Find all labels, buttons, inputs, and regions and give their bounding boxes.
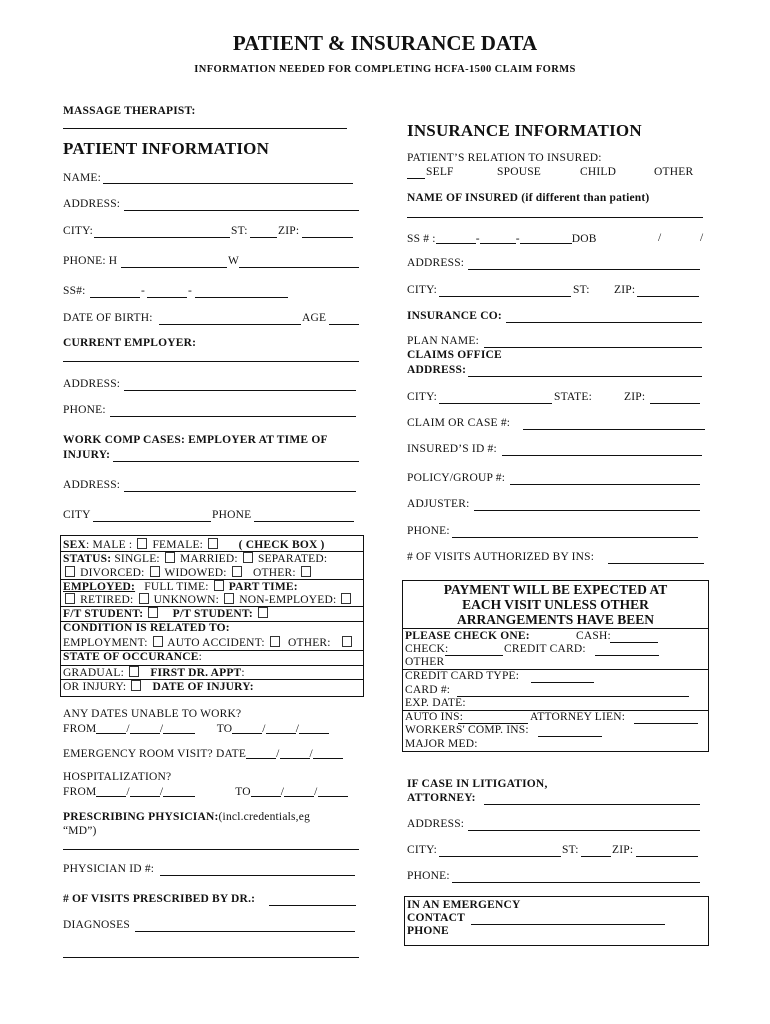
or-injury-checkbox[interactable] [131,680,141,691]
hosp-from-month[interactable] [96,785,126,797]
attorney-address-label: ADDRESS: [407,818,465,830]
attorney-lien-field[interactable] [634,723,698,724]
unknown-label: UNKNOWN: [150,594,223,606]
adjuster-label: ADJUSTER: [407,498,470,510]
patient-ss-field-1[interactable] [90,297,140,298]
gradual-checkbox[interactable] [129,666,139,677]
patient-status-box [60,535,364,697]
patient-dob-field[interactable] [159,324,301,325]
claims-office-label: CLAIMS OFFICE [407,349,502,361]
insured-city-field[interactable] [439,296,571,297]
prescribing-physician-field[interactable] [63,849,359,850]
marital-row-2 [63,566,313,579]
insured-ss-row [407,232,597,245]
patient-age-field[interactable] [329,324,359,325]
major-med-label: MAJOR MED: [405,738,478,750]
plan-name-field[interactable] [484,347,702,348]
attorney-st-label: ST: [562,844,579,856]
ss-dash-2: - [188,285,193,297]
unable-work-label: ANY DATES UNABLE TO WORK? [63,708,242,720]
claims-address-field[interactable] [468,376,702,377]
relation-other[interactable]: OTHER [654,166,694,178]
form-title: PATIENT & INSURANCE DATA [232,31,538,55]
wc-city-label: CITY [63,509,91,521]
state-occurance-colon: : [198,651,203,663]
date-of-injury-label: DATE OF INJURY: [149,681,254,693]
to-day[interactable] [266,722,296,734]
patient-zip-field[interactable] [302,237,353,238]
slash: / [276,748,280,760]
emergency-contact-field[interactable] [471,924,665,925]
visits-authorized-label: # OF VISITS AUTHORIZED BY INS: [407,551,595,563]
slash: / [126,723,130,735]
patient-age-label: AGE [302,312,327,324]
insured-ss-2[interactable] [480,232,516,244]
check-one-label: PLEASE CHECK ONE: [405,630,530,642]
from-year[interactable] [163,722,195,734]
workers-comp-label: WORKERS' COMP. INS: [405,724,529,736]
wc-city-field[interactable] [93,521,211,522]
patient-name-field[interactable] [103,183,353,184]
insured-zip-label: ZIP: [614,284,636,296]
prescribing-credentials-note: (incl.credentials,eg [218,811,311,823]
to-label: TO [235,786,251,798]
condition-other-checkbox[interactable] [342,636,352,647]
current-employer-field[interactable] [63,361,359,362]
widowed-checkbox[interactable] [232,566,242,577]
employer-address-label: ADDRESS: [63,378,121,390]
litigation-label: IF CASE IN LITIGATION, [407,778,548,790]
attorney-field[interactable] [484,804,700,805]
dash: - [515,233,520,245]
condition-label: CONDITION IS RELATED TO: [63,622,230,634]
female-label: FEMALE: [149,539,207,551]
claims-state-label: STATE: [554,391,592,403]
full-time-label: FULL TIME: [141,581,212,593]
attorney-address-field[interactable] [468,830,700,831]
claims-zip-field[interactable] [650,403,700,404]
auto-accident-label: AUTO ACCIDENT: [164,637,268,649]
insured-ss-label: SS # : [407,233,436,245]
massage-therapist-label: MASSAGE THERAPIST: [63,105,196,117]
er-visit-row [63,747,343,760]
patient-city-label: CITY: [63,225,93,237]
claims-address-label: ADDRESS: [407,364,467,376]
widowed-label: WIDOWED: [161,567,230,579]
retired-checkbox[interactable] [139,593,149,604]
dob-slash-2: / [700,232,704,244]
slash: / [314,786,318,798]
wc-address-label: ADDRESS: [63,479,121,491]
check-box-note: ( CHECK BOX ) [238,539,325,551]
marital-row-1 [63,552,327,565]
insurance-co-label: INSURANCE CO: [407,310,502,322]
full-time-checkbox[interactable] [214,580,224,591]
patient-zip-label: ZIP: [278,225,300,237]
visits-prescribed-label: # OF VISITS PRESCRIBED BY DR.: [63,893,256,905]
claims-city-label: CITY: [407,391,437,403]
insured-city-label: CITY: [407,284,437,296]
credit-card-label: CREDIT CARD: [504,643,586,655]
relation-spouse[interactable]: SPOUSE [497,166,542,178]
patient-st-field[interactable] [250,237,277,238]
wc-phone-field[interactable] [254,521,354,522]
payment-notice-3: ARRANGEMENTS HAVE BEEN [456,612,655,627]
policy-group-label: POLICY/GROUP #: [407,472,506,484]
dash: - [475,233,480,245]
relation-self-blank[interactable] [407,178,425,179]
separated-checkbox[interactable] [65,566,75,577]
relation-self[interactable]: SELF [426,166,454,178]
payment-box [402,580,709,752]
patient-address-label: ADDRESS: [63,198,121,210]
work-comp-label-2: INJURY: [63,449,111,461]
hosp-from-day[interactable] [130,785,160,797]
prescribing-physician-label: PRESCRIBING PHYSICIAN: [63,811,219,823]
diagnoses-field[interactable] [135,931,355,932]
patient-phone-h-field[interactable] [121,267,227,268]
er-year[interactable] [313,747,343,759]
non-employed-label: NON-EMPLOYED: [236,594,340,606]
hospitalization-label: HOSPITALIZATION? [63,771,172,783]
name-of-insured-field[interactable] [407,217,703,218]
attorney-st-field[interactable] [581,856,611,857]
card-number-field[interactable] [457,696,689,697]
injury-row [63,680,254,693]
payment-other-label: OTHER [405,656,445,668]
claim-case-field[interactable] [523,429,705,430]
attorney-zip-label: ZIP: [612,844,634,856]
form-subtitle: INFORMATION NEEDED FOR COMPLETING HCFA-1500 CLAIM FORMS [194,64,576,75]
insured-ss-1[interactable] [436,232,476,244]
female-checkbox[interactable] [208,538,218,549]
patient-ss-field-2[interactable] [147,297,187,298]
unknown-checkbox[interactable] [224,593,234,604]
hosp-to-month[interactable] [251,785,281,797]
separated-label: SEPARATED: [254,553,328,565]
diagnoses-field-2[interactable] [63,957,359,958]
gradual-label: GRADUAL: [63,667,128,679]
wc-address-field[interactable] [124,491,356,492]
first-dr-appt-label: FIRST DR. APPT [147,667,242,679]
prescribing-physician-row [63,811,310,823]
single-checkbox[interactable] [165,552,175,563]
slash: / [295,723,300,735]
dob-slash-1: / [658,232,662,244]
employed-row-2 [63,593,353,606]
hospitalization-dates [63,785,348,798]
single-label: SINGLE: [111,553,163,565]
sex-row [63,538,325,551]
adjuster-phone-label: PHONE: [407,525,450,537]
visits-prescribed-field[interactable] [269,905,356,906]
married-checkbox[interactable] [243,552,253,563]
employed-label: EMPLOYED: [63,581,136,593]
plan-name-label: PLAN NAME: [407,335,479,347]
marital-other-label: OTHER: [249,567,299,579]
pt-student-checkbox[interactable] [258,607,268,618]
ss-dash-1: - [141,285,146,297]
patient-st-label: ST: [231,225,248,237]
marital-other-checkbox[interactable] [301,566,311,577]
condition-row [63,636,354,649]
unable-work-dates [63,722,329,735]
pt-student-label: P/T STUDENT: [169,608,256,620]
workers-comp-field[interactable] [538,736,602,737]
patient-ss-label: SS#: [63,285,86,297]
employer-address-field[interactable] [124,390,356,391]
insured-dob-label: DOB [571,233,597,245]
to-label: TO [216,723,233,735]
check-field[interactable] [445,655,503,656]
insured-id-field[interactable] [502,455,702,456]
massage-therapist-field[interactable] [63,128,347,129]
physician-id-label: PHYSICIAN ID #: [63,863,155,875]
cc-type-field[interactable] [531,682,594,683]
cash-field[interactable] [610,642,658,643]
credit-card-field[interactable] [595,655,659,656]
employment-label: EMPLOYMENT: [63,637,151,649]
insured-address-field[interactable] [468,269,700,270]
slash: / [309,748,313,760]
auto-ins-label: AUTO INS: [405,711,464,723]
attorney-label: ATTORNEY: [407,792,476,804]
insured-zip-field[interactable] [637,296,699,297]
visits-authorized-field[interactable] [608,563,704,564]
payment-notice-1: PAYMENT WILL BE EXPECTED AT [443,582,668,597]
patient-info-heading: PATIENT INFORMATION [63,139,270,158]
patient-ss-field-3[interactable] [195,297,288,298]
male-checkbox[interactable] [137,538,147,549]
insurance-co-field[interactable] [506,322,702,323]
state-occurance-row [63,651,202,663]
diagnoses-label: DIAGNOSES [63,919,130,931]
employer-phone-label: PHONE: [63,404,106,416]
employer-phone-field[interactable] [110,416,356,417]
slash: / [159,786,164,798]
cc-type-label: CREDIT CARD TYPE: [405,670,520,682]
ft-student-checkbox[interactable] [148,607,158,618]
check-label: CHECK: [405,643,449,655]
name-of-insured-label: NAME OF INSURED (if different than patient) [407,192,650,204]
part-time-label: PART TIME: [225,581,298,593]
slash: / [262,723,266,735]
to-year[interactable] [299,722,329,734]
patient-address-field[interactable] [124,210,359,211]
emergency-contact-box [404,896,709,946]
patient-phone-w-field[interactable] [239,267,359,268]
attorney-phone-field[interactable] [452,882,700,883]
insured-ss-3[interactable] [520,232,572,244]
slash: / [126,786,130,798]
sex-label: SEX [63,539,86,551]
emergency-phone-label: PHONE [407,925,449,937]
adjuster-phone-field[interactable] [452,537,698,538]
from-label: FROM [63,786,97,798]
attorney-phone-label: PHONE: [407,870,450,882]
claims-city-field[interactable] [439,403,552,404]
slash: / [280,786,285,798]
emergency-label: IN AN EMERGENCY [407,899,521,911]
divorced-checkbox[interactable] [150,566,160,577]
married-label: MARRIED: [176,553,241,565]
claims-zip-label: ZIP: [624,391,646,403]
payment-notice-2: EACH VISIT UNLESS OTHER [462,597,649,612]
to-month[interactable] [232,722,262,734]
emergency-contact-label: CONTACT [407,912,466,924]
work-comp-label-1: WORK COMP CASES: EMPLOYER AT TIME OF [63,434,328,446]
gradual-row [63,666,245,679]
from-day[interactable] [130,722,160,734]
policy-group-field[interactable] [510,484,700,485]
relation-label: PATIENT’S RELATION TO INSURED: [407,152,602,164]
part-time-checkbox[interactable] [65,593,75,604]
physician-id-field[interactable] [160,875,355,876]
ft-student-label: F/T STUDENT: [63,608,147,620]
hosp-to-day[interactable] [284,785,314,797]
retired-label: RETIRED: [77,594,137,606]
patient-city-field[interactable] [94,237,230,238]
condition-other-label: OTHER: [284,637,334,649]
slash: / [159,723,164,735]
status-label: STATUS: [63,553,112,565]
employment-checkbox[interactable] [153,636,163,647]
adjuster-field[interactable] [474,510,700,511]
er-visit-label: EMERGENCY ROOM VISIT? DATE [63,748,247,760]
first-dr-colon: : [241,667,245,679]
from-month[interactable] [96,722,126,734]
attorney-city-label: CITY: [407,844,437,856]
relation-child[interactable]: CHILD [580,166,617,178]
insured-st-label: ST: [573,284,590,296]
non-employed-checkbox[interactable] [341,593,351,604]
insurance-info-heading: INSURANCE INFORMATION [407,121,642,140]
patient-dob-label: DATE OF BIRTH: [63,312,153,324]
patient-phone-h-label: PHONE: H [63,255,118,267]
exp-date-label: EXP. DATE: [405,697,466,709]
attorney-zip-field[interactable] [636,856,698,857]
card-number-label: CARD #: [405,684,451,696]
er-month[interactable] [246,747,276,759]
male-label: : MALE : [85,539,136,551]
attorney-lien-label: ATTORNEY LIEN: [530,711,626,723]
current-employer-label: CURRENT EMPLOYER: [63,337,197,349]
claim-case-label: CLAIM OR CASE #: [407,417,511,429]
insured-id-label: INSURED’S ID #: [407,443,497,455]
md-note: “MD”) [63,825,97,837]
employed-row-1 [63,580,298,593]
patient-phone-w-label: W [228,255,240,267]
hosp-from-year[interactable] [163,785,195,797]
hosp-to-year[interactable] [318,785,348,797]
cash-label: CASH: [576,630,611,642]
auto-accident-checkbox[interactable] [270,636,280,647]
student-row [63,607,270,620]
divorced-label: DIVORCED: [77,567,148,579]
patient-name-label: NAME: [63,172,102,184]
wc-phone-label: PHONE [212,509,252,521]
insured-address-label: ADDRESS: [407,257,465,269]
work-comp-employer-field[interactable] [113,461,359,462]
or-injury-label: OR INJURY: [63,681,130,693]
state-occurance-label: STATE OF OCCURANCE [63,651,199,663]
from-label: FROM [63,723,97,735]
er-day[interactable] [280,747,310,759]
attorney-city-field[interactable] [439,856,561,857]
